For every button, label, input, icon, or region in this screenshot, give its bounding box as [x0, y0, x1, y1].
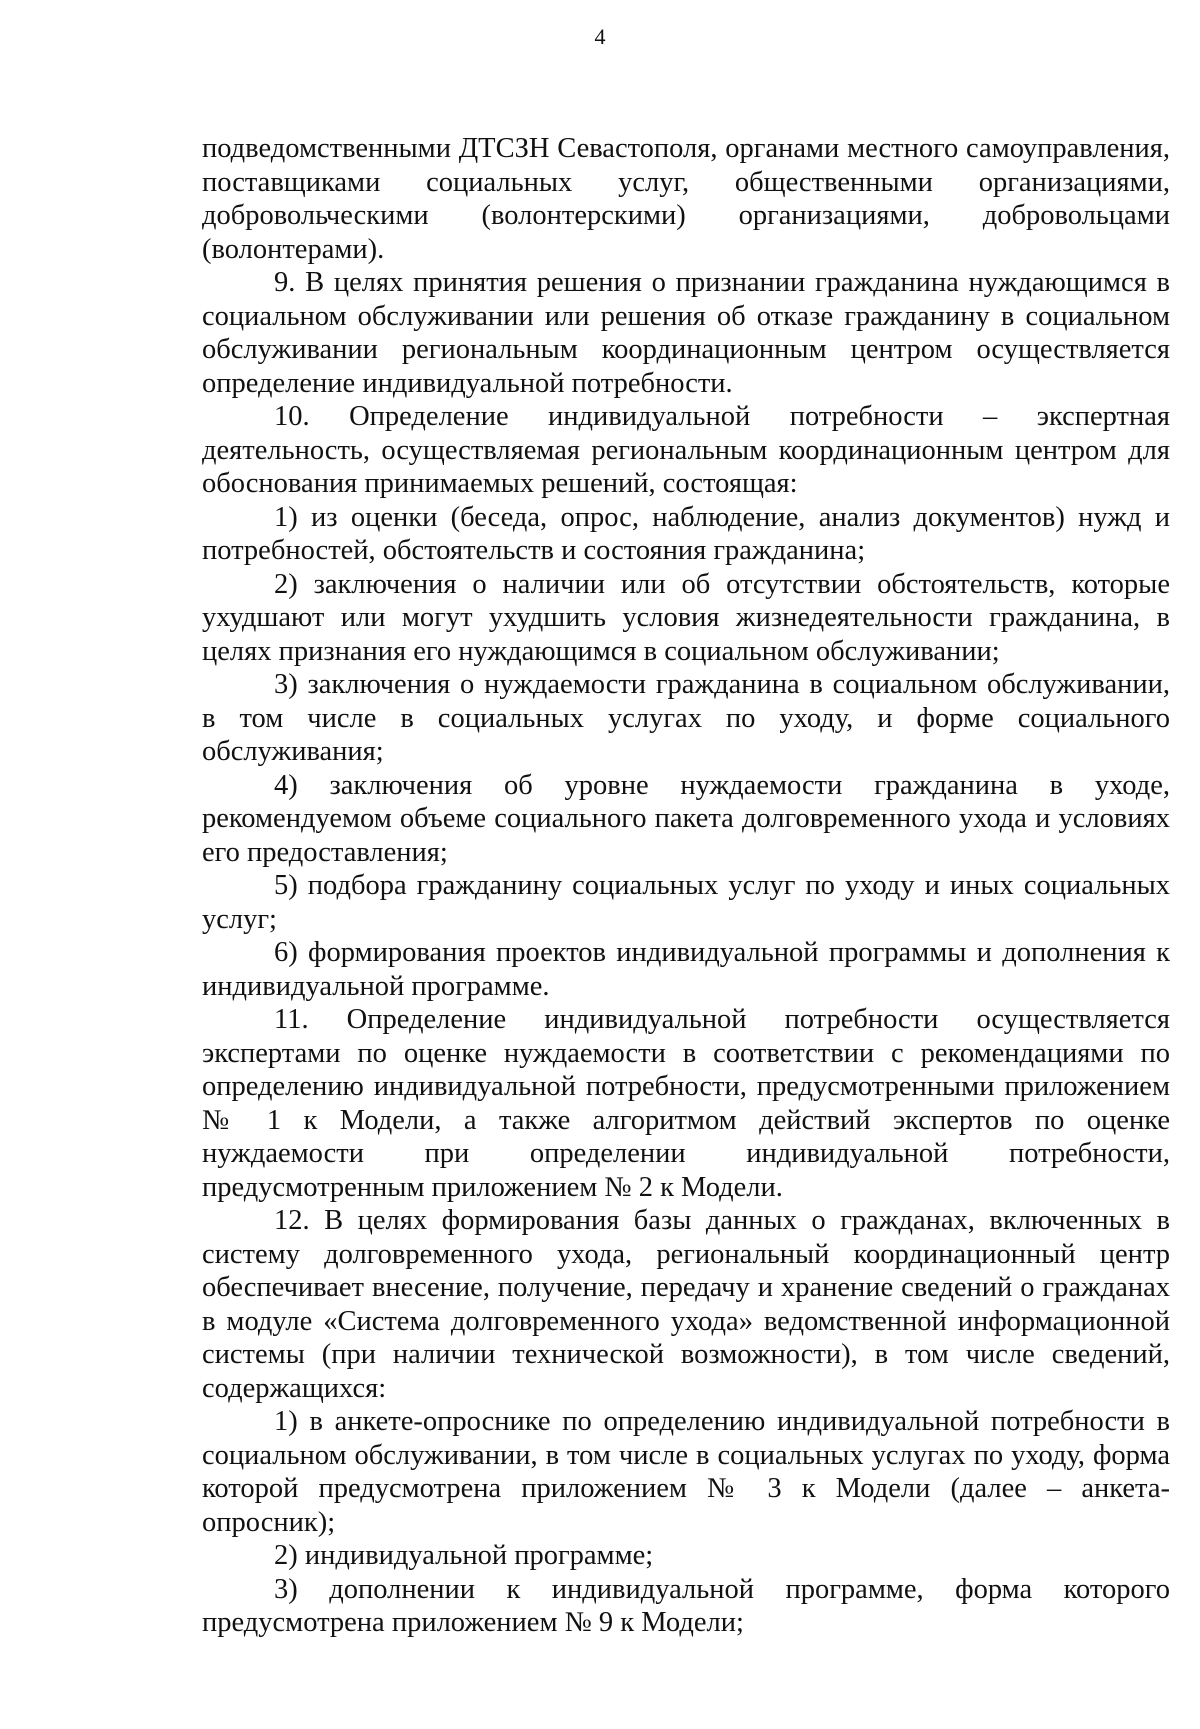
- subitem-10-5: 5) подбора гражданину социальных услуг по уходу и иных социальных услуг;: [202, 870, 1170, 935]
- subitem-10-2: 2) заключения о наличии или об отсутствии обстоятельств, которые ухудшают или могут ухудшить условия жизнедеятельности гражданина, в целях признания его нуждающимся в социальном обслуживании;: [202, 568, 1170, 667]
- subitem-12-2: 2) индивидуальной программе;: [274, 1540, 654, 1571]
- page-number: 4: [594, 24, 606, 49]
- document-body: [202, 132, 1170, 1640]
- subitem-10-6: 6) формирования проектов индивидуальной программы и дополнения к индивидуальной программе.: [202, 937, 1170, 1002]
- subitem-12-3: 3) дополнении к индивидуальной программе, форма которого предусмотрена приложением № 9 к Модели;: [202, 1573, 1170, 1638]
- paragraph-item-10: 10. Определение индивидуальной потребности – экспертная деятельность, осуществляемая региональным координационным центром для обоснования принимаемых решений, состоящая:: [202, 401, 1170, 499]
- subitem-10-4: 4) заключения об уровне нуждаемости гражданина в уходе, рекомендуемом объеме социального пакета долговременного ухода и условиях его предоставления;: [202, 769, 1170, 868]
- paragraph-item-12: 12. В целях формирования базы данных о гражданах, включенных в систему долговременного ухода, региональный координационный центр обеспечивает внесение, получение, передачу и хранение сведений о гражданах в модуле «Система долговременного ухода» ведомственной информационной системы (при наличии технической возможности), в том числе сведений, содержащихся:: [202, 1205, 1170, 1404]
- subitem-10-3: 3) заключения о нуждаемости гражданина в социальном обслуживании, в том числе в социальных услугах по уходу, и форме социального обслуживания;: [202, 669, 1170, 767]
- subitem-12-1: 1) в анкете-опроснике по определению индивидуальной потребности в социальном обслуживании, в том числе в социальных услугах по уходу, форма которой предусмотрена приложением № 3 к Модели (далее – анкета-опросник);: [202, 1406, 1170, 1538]
- paragraph-item-9: 9. В целях принятия решения о признании гражданина нуждающимся в социальном обслуживании или решения об отказе гражданину в социальном обслуживании региональным координационным центром осуществляется определение индивидуальной потребности.: [202, 267, 1170, 399]
- paragraph-item-11: 11. Определение индивидуальной потребности осуществляется экспертами по оценке нуждаемости в соответствии с рекомендациями по определению индивидуальной потребности, предусмотренными приложением № 1 к Модели, а также алгоритмом действий экспертов по оценке нуждаемости при определении индивидуальной потребности, предусмотренным приложением № 2 к Модели.: [202, 1004, 1170, 1203]
- subitem-10-1: 1) из оценки (беседа, опрос, наблюдение, анализ документов) нужд и потребностей, обстоятельств и состояния гражданина;: [202, 501, 1170, 566]
- paragraph-continuation: подведомственными ДТСЗН Севастополя, органами местного самоуправления, поставщиками социальных услуг, общественными организациями, добровольческими (волонтерскими) организациями, добровольцами (волонтерами).: [202, 133, 1170, 265]
